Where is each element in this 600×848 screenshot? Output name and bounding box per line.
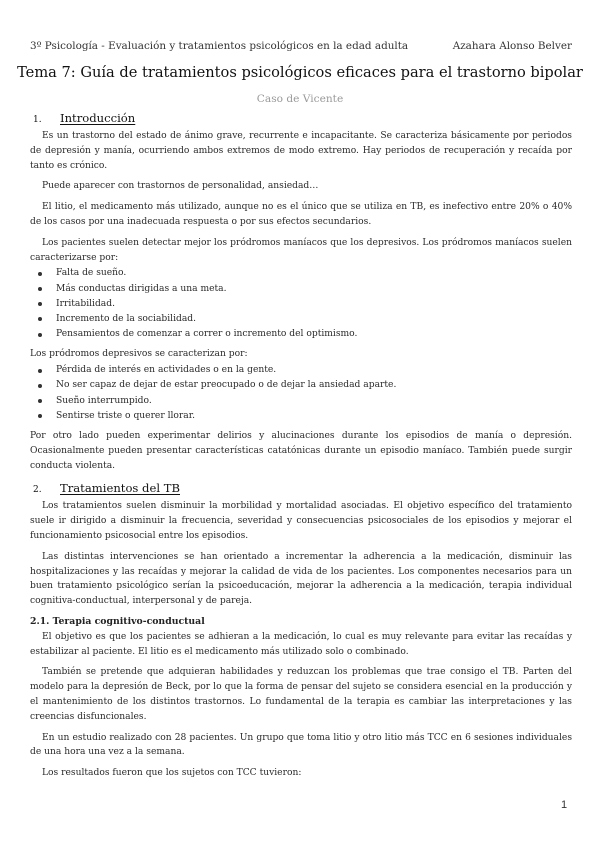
paragraph: Los tratamientos suelen disminuir la morbilidad y mortalidad asociadas. El objetivo específico del tratamiento suele ir dirigido a disminuir la frecuencia, severidad y consecuencias psicosociales de los episodios y mejorar el funcionamiento psicosocial entre los episodios. — [30, 501, 572, 541]
list-item: Más conductas dirigidas a una meta. — [30, 282, 572, 297]
list-item: Pérdida de interés en actividades o en la gente. — [30, 363, 572, 378]
bullet-icon — [38, 384, 42, 388]
depressive-prodromes-list — [30, 363, 572, 424]
bullet-icon — [38, 272, 42, 276]
paragraph: En un estudio realizado con 28 pacientes. Un grupo que toma litio y otro litio más TCC en 6 sesiones individuales de una hora una vez a la semana. — [30, 732, 572, 758]
page-header — [30, 40, 572, 52]
header-author: Azahara Alonso Belver — [452, 40, 572, 52]
list-item: Pensamientos de comenzar a correr o incremento del optimismo. — [30, 327, 572, 342]
paragraph: El litio, el medicamento más utilizado, aunque no es el único que se utiliza en TB, es inefectivo entre 20% o 40% de los casos por una inadecuada respuesta o por sus efectos secundarios. — [30, 202, 572, 227]
list-item: No ser capaz de dejar de estar preocupado o de dejar la ansiedad aparte. — [30, 378, 572, 393]
bullet-icon — [38, 287, 42, 291]
list-item: Irritabilidad. — [30, 297, 572, 312]
manic-prodromes-list — [30, 266, 572, 342]
list-item: Sentirse triste o querer llorar. — [30, 409, 572, 424]
section-heading-introduccion — [30, 109, 572, 129]
bullet-icon — [38, 333, 42, 337]
list-item: Incremento de la sociabilidad. — [30, 312, 572, 327]
bullet-icon — [38, 369, 42, 373]
page-title: Tema 7: Guía de tratamientos psicológicos eficaces para el trastorno bipolar — [17, 64, 583, 81]
subsection-heading: 2.1. Terapia cognitivo-conductual — [30, 615, 205, 627]
section-number: 1. — [33, 115, 42, 125]
bullet-icon — [38, 414, 42, 418]
paragraph: Es un trastorno del estado de ánimo grave, recurrente e incapacitante. Se caracteriza básicamente por periodos de depresión y manía, ocurriendo ambos extremos de modo extremo. Hay periodos de recuperación y recaída por tanto es crónico. — [30, 131, 572, 171]
list-item: Falta de sueño. — [30, 266, 572, 281]
section-number: 2. — [33, 485, 42, 496]
paragraph: Puede aparecer con trastornos de personalidad, ansiedad… — [42, 181, 319, 192]
page-number: 1 — [561, 799, 568, 811]
header-course: 3º Psicología - Evaluación y tratamientos psicológicos en la edad adulta — [30, 40, 409, 52]
paragraph: También se pretende que adquieran habilidades y reduzcan los problemas que trae consigo el TB. Parten del modelo para la depresión de Beck, por lo que la forma de pensar del sujeto se considera esencial en la producción y el mantenimiento de los distintos trastornos. Lo fundamental de la terapia es cambiar las interpretaciones y las creencias disfuncionales. — [30, 667, 572, 722]
paragraph: Los pródromos depresivos se caracterizan por: — [30, 349, 248, 360]
document-body — [30, 109, 572, 787]
list-item: Sueño interrumpido. — [30, 394, 572, 409]
paragraph: Los pacientes suelen detectar mejor los pródromos maníacos que los depresivos. Los pródromos maníacos suelen caracterizarse por: — [30, 237, 572, 263]
section-title: Introducción — [60, 111, 136, 125]
section-heading-tratamientos — [30, 479, 572, 499]
section-title: Tratamientos del TB — [60, 481, 180, 496]
page-subtitle: Caso de Vicente — [256, 93, 344, 105]
paragraph: Los resultados fueron que los sujetos con TCC tuvieron: — [42, 768, 302, 779]
paragraph: Las distintas intervenciones se han orientado a incrementar la adherencia a la medicación, disminuir las hospitalizaciones y las recaídas y mejorar la calidad de vida de los pacientes. Los componentes necesarios para un buen tratamiento psicológico serían la psicoeducación, mejorar la adherencia a la medicación, terapia individual cognitiva-conductual, interpersonal y de pareja. — [30, 551, 572, 607]
paragraph: Por otro lado pueden experimentar delirios y alucinaciones durante los episodios de manía o depresión. Ocasionalmente pueden presentar características catatónicas durante un episodio maníaco. También puede surgir conducta violenta. — [30, 431, 572, 471]
bullet-icon — [38, 317, 42, 321]
bullet-icon — [38, 302, 42, 306]
paragraph: El objetivo es que los pacientes se adhieran a la medicación, lo cual es muy relevante para evitar las recaídas y estabilizar al paciente. El litio es el medicamento más utilizado solo o combinado. — [30, 631, 572, 657]
bullet-icon — [38, 399, 42, 403]
